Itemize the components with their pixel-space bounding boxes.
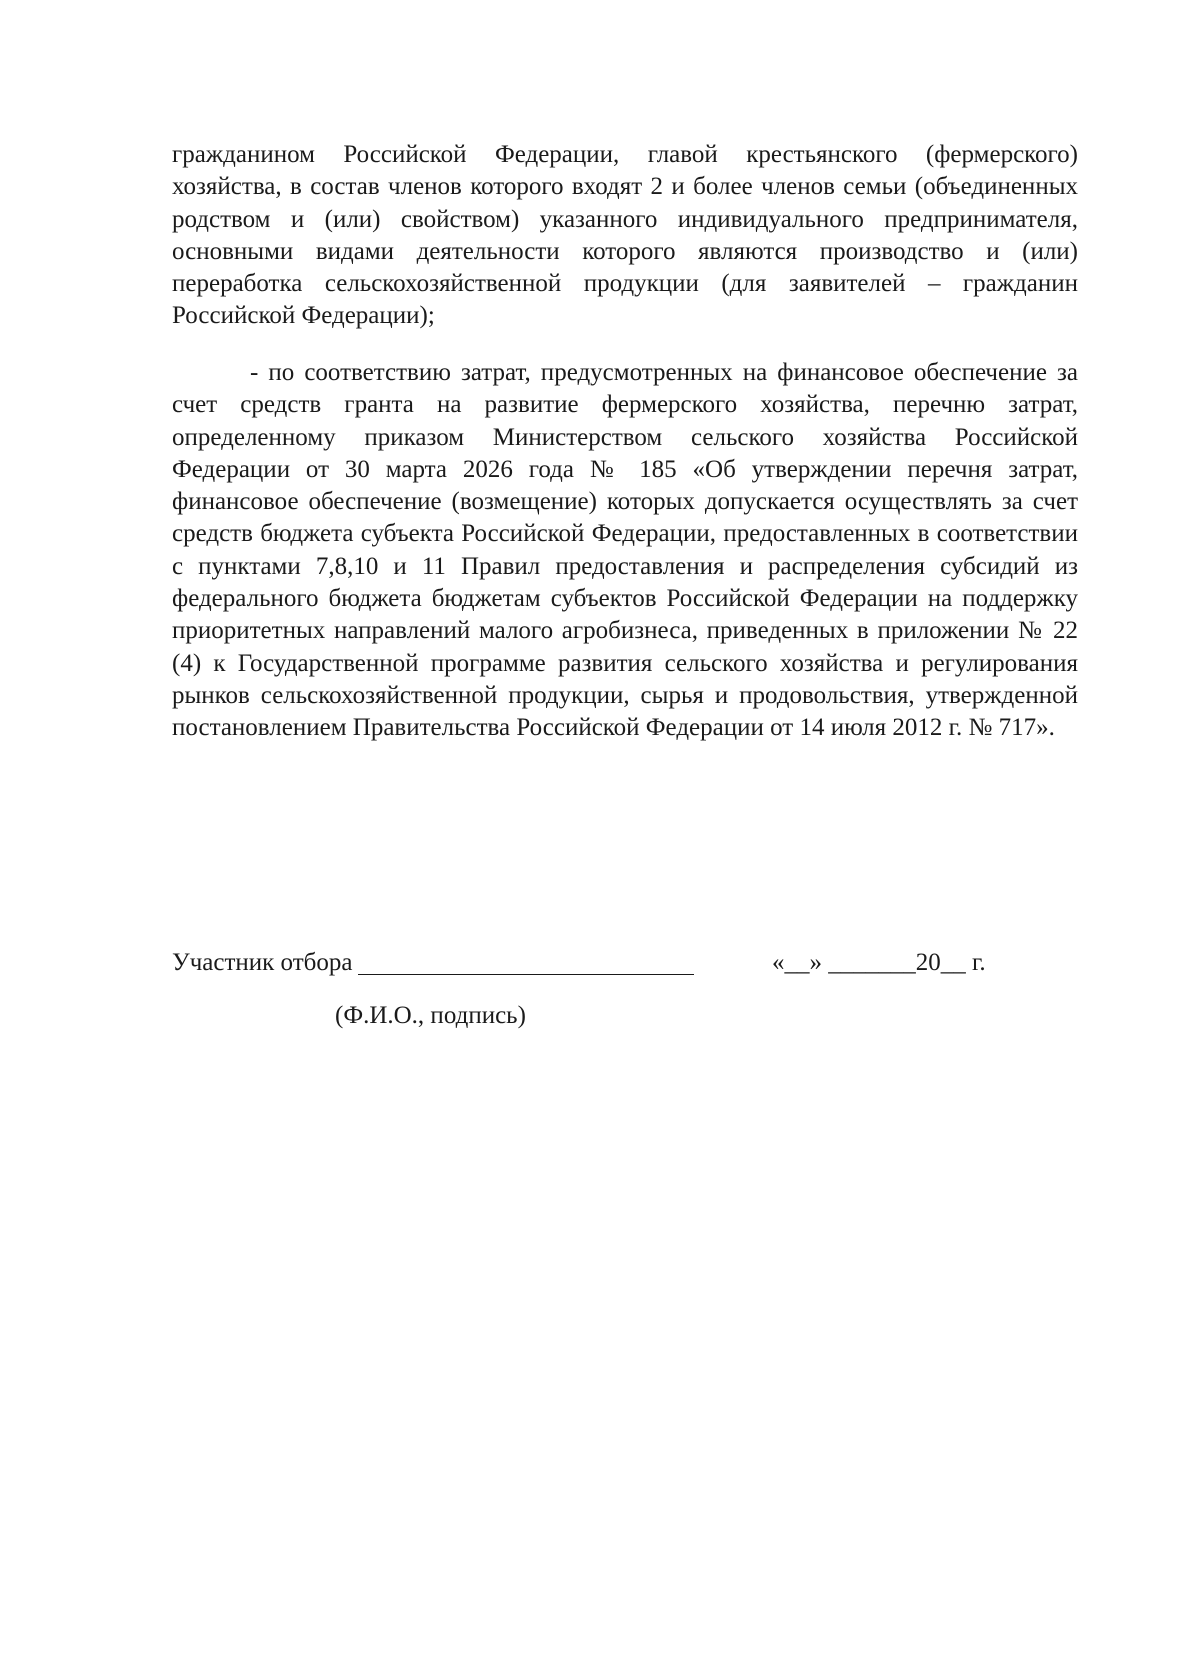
paragraph-cost-compliance: - по соответствию затрат, предусмотренных на финансовое обеспечение за счет средств гранта на развитие фермерского хозяйства, перечню затрат, определенному приказом Министерством сельского хозяйства Российской Федерации от 30 марта 2026 года № 185 «Об утверждении перечня затрат, финансовое обеспечение (возмещение) которых допускается осуществлять за счет средств бюджета субъекта Российской Федерации, предоставленных в соответствии с пунктами 7,8,10 и 11 Правил предоставления и распределения субсидий из федерального бюджета бюджетам субъектов Российской Федерации на поддержку приоритетных направлений малого агробизнеса, приведенных в приложении № 22 (4) к Государственной программе развития сельского хозяйства и регулирования рынков сельскохозяйственной продукции, сырья и продовольствия, утвержденной постановлением Правительства Российской Федерации от 14 июля 2012 г. № 717». xyxy=(172,359,1078,742)
participant-label: Участник отбора xyxy=(172,949,353,976)
signature-row xyxy=(172,947,1078,983)
date-field: «__» _______20__ г. xyxy=(772,949,986,976)
signature-caption: (Ф.И.О., подпись) xyxy=(335,1002,526,1029)
signature-line xyxy=(358,974,694,975)
paragraph-applicant-status: гражданином Российской Федерации, главой крестьянского (фермерского) хозяйства, в состав членов которого входят 2 и более членов семьи (объединенных родством и (или) свойством) указанного индивидуального предпринимателя, основными видами деятельности которого являются производство и (или) переработка сельскохозяйственной продукции (для заявителей – гражданин Российской Федерации); xyxy=(172,141,1078,330)
